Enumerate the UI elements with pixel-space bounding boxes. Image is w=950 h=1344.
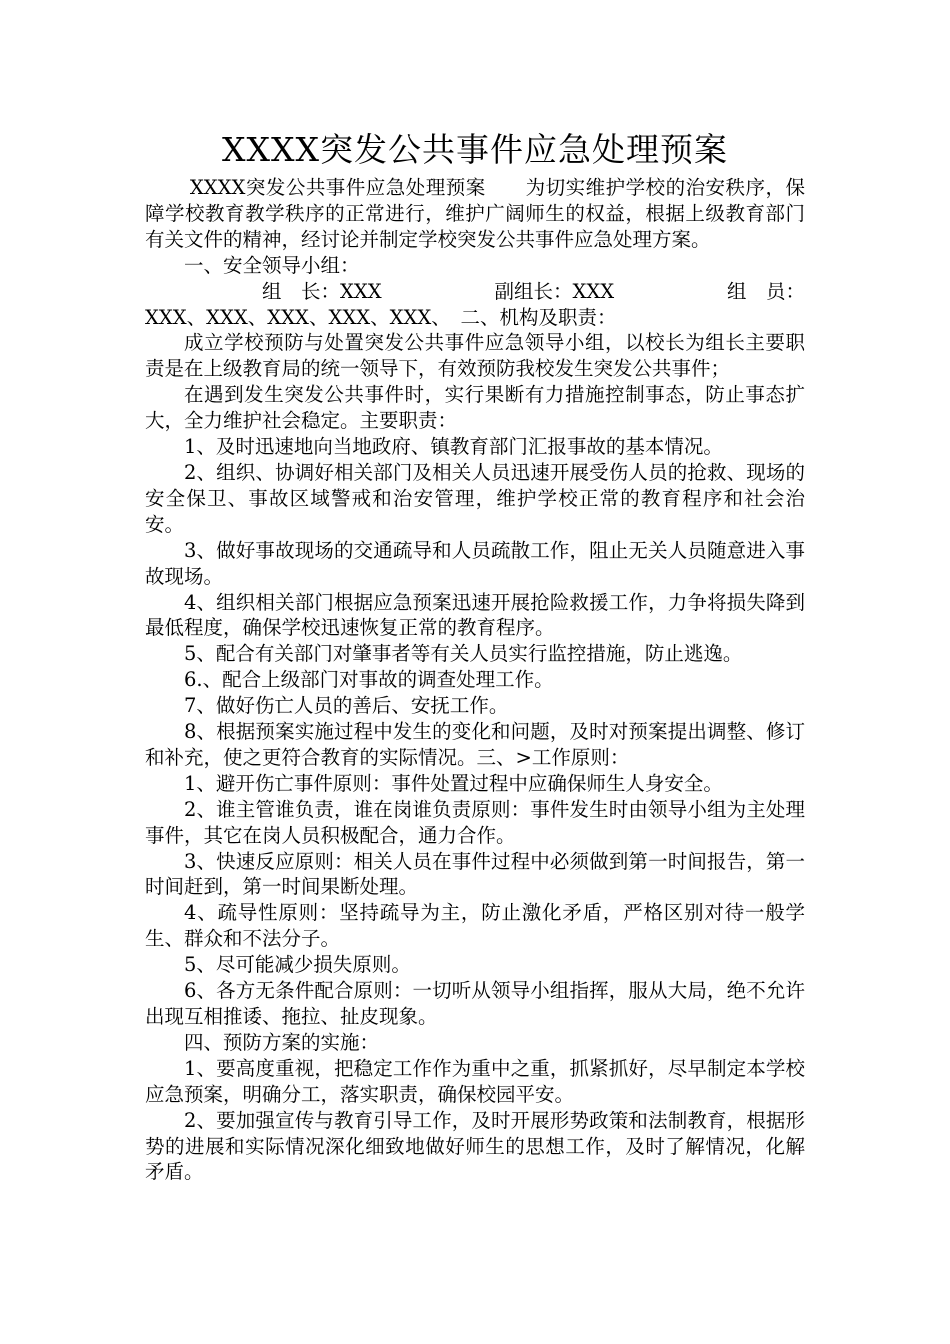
duty-item-7: 7、做好伤亡人员的善后、安抚工作。	[184, 694, 509, 718]
members-line-names: XXX、XXX、XXX、XXX、XXX、 二、机构及职责：	[145, 305, 617, 329]
group-leader: 组 长：XXX	[262, 279, 382, 303]
duty-item-8: 8、根据预案实施过程中发生的变化和问题，及时对预案提出调整、修订和补充，使之更符合教育的实际情况。三、>工作原则：	[145, 720, 805, 769]
prevention-item-2: 2、要加强宣传与教育引导工作，及时开展形势政策和法制教育，根据形势的进展和实际情况深化细致地做好师生的思想工作，及时了解情况，化解矛盾。	[145, 1108, 805, 1184]
principle-item-6: 6、各方无条件配合原则：一切听从领导小组指挥，服从大局，绝不允许出现互相推诿、拖拉、扯皮现象。	[145, 979, 805, 1028]
paragraph-main-duties: 在遇到发生突发公共事件时，实行果断有力措施控制事态，防止事态扩大，全力维护社会稳定。主要职责：	[145, 383, 805, 433]
heading-prevention-plan: 四、预防方案的实施：	[184, 1030, 380, 1054]
document-body	[145, 175, 805, 1185]
duty-item-5: 5、配合有关部门对肇事者等有关人员实行监控措施，防止逃逸。	[184, 642, 743, 666]
paragraph-group-setup: 成立学校预防与处置突发公共事件应急领导小组，以校长为组长主要职责是在上级教育局的统一领导下，有效预防我校发生突发公共事件；	[145, 331, 805, 381]
document-title: XXXX突发公共事件应急处理预案	[222, 130, 728, 169]
paragraph-intro: XXXX突发公共事件应急处理预案 为切实维护学校的治安秩序，保障学校教育教学秩序的正常进行，维护广阔师生的权益，根据上级教育部门有关文件的精神，经讨论并制定学校突发公共事件应急处理方案。	[145, 176, 805, 251]
prevention-item-1: 1、要高度重视，把稳定工作作为重中之重，抓紧抓好，尽早制定本学校应急预案，明确分工，落实职责，确保校园平安。	[145, 1056, 805, 1106]
duty-item-4: 4、组织相关部门根据应急预案迅速开展抢险救援工作，力争将损失降到最低程度，确保学校迅速恢复正常的教育程序。	[145, 590, 805, 640]
heading-leadership-group: 一、安全领导小组：	[184, 253, 360, 277]
principle-item-5: 5、尽可能减少损失原则。	[184, 953, 411, 977]
principle-item-1: 1、避开伤亡事件原则：事件处置过程中应确保师生人身安全。	[184, 771, 723, 795]
duty-item-3: 3、做好事故现场的交通疏导和人员疏散工作，阻止无关人员随意进入事故现场。	[145, 538, 805, 588]
principle-item-3: 3、快速反应原则：相关人员在事件过程中必须做到第一时间报告，第一时间赶到，第一时间果断处理。	[145, 849, 805, 899]
duty-item-6: 6.、配合上级部门对事故的调查处理工作。	[184, 668, 554, 692]
deputy-leader: 副组长：XXX	[494, 279, 615, 303]
members-line-roles	[145, 279, 805, 305]
principle-item-2: 2、谁主管谁负责，谁在岗谁负责原则：事件发生时由领导小组为主处理事件，其它在岗人员积极配合，通力合作。	[145, 797, 805, 847]
members-label: 组 员：	[726, 279, 805, 303]
duty-item-1: 1、及时迅速地向当地政府、镇教育部门汇报事故的基本情况。	[184, 435, 723, 459]
members-block	[145, 279, 805, 331]
principle-item-4: 4、疏导性原则：坚持疏导为主，防止激化矛盾，严格区别对待一般学生、群众和不法分子。	[145, 901, 805, 951]
duty-item-2: 2、组织、协调好相关部门及相关人员迅速开展受伤人员的抢救、现场的安全保卫、事故区域警戒和治安管理，维护学校正常的教育程序和社会治安。	[145, 460, 805, 536]
